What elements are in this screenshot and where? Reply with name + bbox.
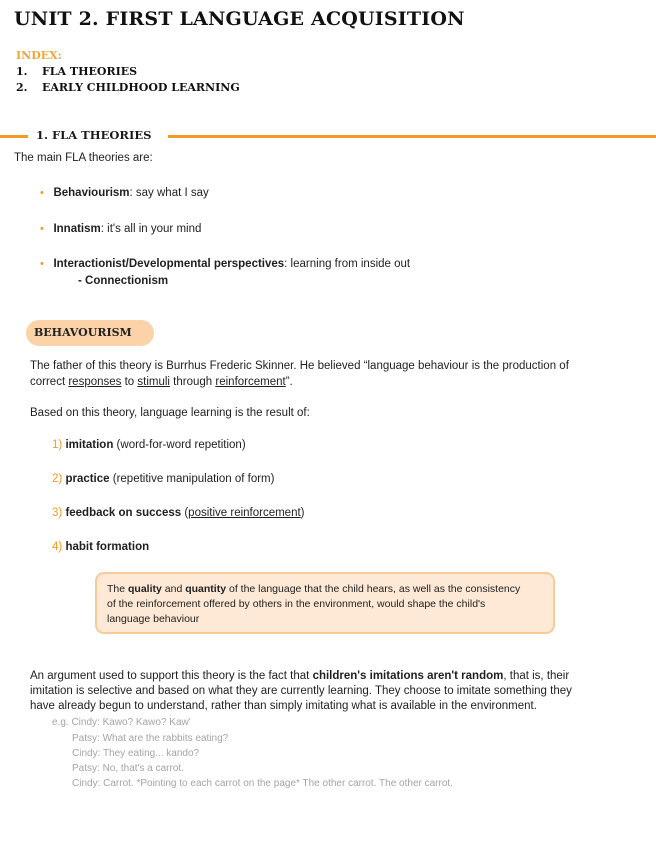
paragraph-line: The father of this theory is Burrhus Frederic Skinner. He believed “language behaviour is the production of [30, 360, 569, 372]
step-rest: ( [181, 507, 189, 519]
example-line: Cindy: Carrot. *Pointing to each carrot on the page* The other carrot. The other carrot. [72, 778, 453, 789]
step-rest: (word-for-word repetition) [113, 439, 246, 451]
text-fragment: The [107, 583, 129, 595]
step-item [52, 439, 246, 451]
theory-name: Interactionist/Developmental perspectives [53, 258, 285, 270]
text-fragment: and [161, 583, 186, 595]
underlined-term: positive reinforcement [188, 507, 301, 519]
theory-desc: : say what I say [129, 187, 209, 199]
underlined-term: responses [68, 376, 122, 388]
text-fragment: to [121, 376, 138, 388]
section-intro: The main FLA theories are: [14, 152, 153, 164]
underlined-term: reinforcement [215, 376, 286, 388]
step-item [52, 541, 149, 553]
index-item[interactable] [16, 65, 137, 78]
text-fragment: correct [30, 376, 69, 388]
step-number: 1) [52, 439, 63, 451]
step-rest: (repetitive manipulation of form) [109, 473, 275, 485]
bullet-dot-icon: • [40, 223, 44, 235]
step-bold: imitation [65, 439, 114, 451]
note-line [107, 582, 543, 597]
note-line: of the reinforcement offered by others in the environment, would shape the child's [107, 598, 486, 610]
text-fragment: ”. [285, 376, 293, 388]
sub-theory: - Connectionism [78, 275, 169, 287]
text-fragment: of the language that the child hears, as well as the consistency [226, 583, 521, 595]
example-line: Patsy: What are the rabbits eating? [72, 733, 229, 744]
example-line: Cindy: They eating... kando? [72, 748, 200, 759]
note-line: language behaviour [107, 613, 200, 625]
bold-term: quantity [185, 583, 227, 595]
text-fragment: through [169, 376, 216, 388]
section-rule-left [0, 135, 28, 138]
paragraph-line: Based on this theory, language learning is the result of: [30, 407, 310, 419]
paragraph-line: have already begun to understand, rather than simply imitating what is available in the environment. [30, 700, 537, 712]
theory-desc: : it's all in your mind [100, 223, 202, 235]
theory-name: Innatism [53, 223, 101, 235]
step-rest: ) [300, 507, 305, 519]
section-title: 1. FLA THEORIES [30, 128, 157, 142]
paragraph-line: imitation is selective and based on what they are currently learning. They choose to imitate something they [30, 685, 572, 697]
step-item [52, 473, 274, 485]
step-bold: habit formation [65, 541, 150, 553]
behaviourism-heading: BEHAVOURISM [34, 326, 132, 339]
index-item-number: 1. [16, 65, 28, 78]
paragraph-line [30, 670, 569, 682]
note-box [95, 572, 555, 634]
step-number: 4) [52, 541, 63, 553]
example-line: e.g. Cindy: Kawo? Kawo? Kaw' [52, 717, 191, 728]
step-number: 3) [52, 507, 63, 519]
index-item[interactable] [16, 81, 240, 94]
step-bold: practice [65, 473, 110, 485]
paragraph-line [30, 376, 293, 388]
index-label: INDEX: [16, 49, 62, 62]
section-rule-right [168, 135, 656, 138]
theory-desc: : learning from inside out [284, 258, 411, 270]
bold-term: quality [128, 583, 162, 595]
theory-name: Behaviourism [53, 187, 130, 199]
step-item [52, 507, 305, 519]
bullet-dot-icon: • [40, 187, 44, 199]
step-number: 2) [52, 473, 63, 485]
page-title: UNIT 2. FIRST LANGUAGE ACQUISITION [14, 8, 465, 30]
index-item-text: FLA THEORIES [42, 65, 138, 78]
index-item-text: EARLY CHILDHOOD LEARNING [42, 81, 240, 94]
example-line: Patsy: No, that's a carrot. [72, 763, 184, 774]
theory-bullet [40, 258, 410, 270]
text-fragment: , that is, their [503, 670, 570, 682]
bold-term: children's imitations aren't random [312, 670, 504, 682]
theory-bullet [40, 187, 209, 199]
bullet-dot-icon: • [40, 258, 44, 270]
text-fragment: An argument used to support this theory is the fact that [30, 670, 313, 682]
index-item-number: 2. [16, 81, 28, 94]
step-bold: feedback on success [65, 507, 182, 519]
underlined-term: stimuli [137, 376, 170, 388]
theory-bullet [40, 223, 201, 235]
